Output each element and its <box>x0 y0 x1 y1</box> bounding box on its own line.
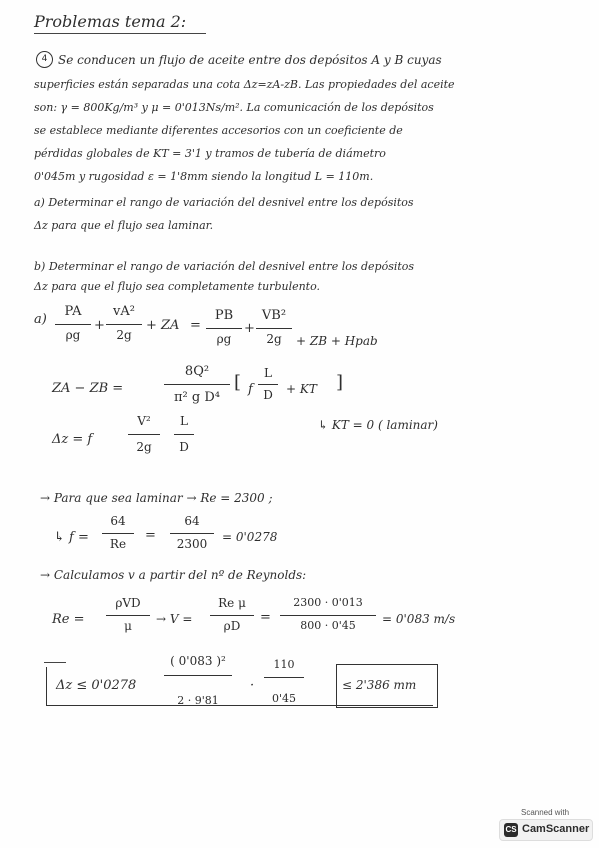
eq3-den: 2g <box>136 440 152 454</box>
eq4-lhs: ↳ f = <box>54 530 89 545</box>
eq5-bar-2 <box>210 615 254 616</box>
camscanner-name: CamScanner <box>522 823 590 835</box>
eq1-rest: + ZB + Hpab <box>296 334 378 348</box>
eq1-equals: = <box>190 318 201 333</box>
final-n2: 110 <box>273 658 295 671</box>
eq1-pa-den: ρg <box>65 328 81 342</box>
eq1-vb-den: 2g <box>266 332 282 346</box>
eq4-bar-2 <box>170 533 214 534</box>
eq3-num: V² <box>137 414 151 428</box>
eq1-za: + ZA <box>146 318 180 333</box>
eq3-d: D <box>179 440 189 454</box>
eq1-plus-1: + <box>94 318 105 333</box>
eq2-bar <box>164 384 230 385</box>
eq1-bar-1 <box>55 324 91 325</box>
eq2-num: 8Q² <box>184 364 210 379</box>
eq5-d3: 800 · 0'45 <box>300 619 356 632</box>
scanned-with-label: Scanned with <box>520 808 570 817</box>
statement-line-6: 0'045m y rugosidad ε = 1'8mm siendo la longitud L = 110m. <box>34 170 374 183</box>
camscanner-badge <box>499 819 593 841</box>
statement-line-5: pérdidas globales de KT = 3'1 y tramos de tubería de diámetro <box>34 147 386 160</box>
statement-line-2: superficies están separadas una cota Δz=zA-zB. Las propiedades del aceite <box>34 78 455 91</box>
eq4-equals: = <box>145 528 156 543</box>
final-d2: 0'45 <box>271 692 297 705</box>
camscanner-logo-icon: CS <box>504 823 518 837</box>
eq1-pb-num: PB <box>214 308 234 323</box>
eq3-bar-2 <box>174 434 194 435</box>
final-lhs: Δz ≤ 0'0278 <box>56 678 137 693</box>
final-bar-1 <box>164 675 232 676</box>
eq5-n1: ρVD <box>115 596 141 610</box>
final-d1: 2 · 9'81 <box>177 694 219 707</box>
final-dot: · <box>250 678 255 693</box>
final-n1: ( 0'083 )² <box>170 654 226 668</box>
eq3-l: L <box>180 414 188 428</box>
eq2-kt: + KT <box>286 382 317 396</box>
eq5-result: = 0'083 m/s <box>382 612 456 626</box>
eq2-bracket-open: [ <box>234 372 242 393</box>
eq5-arrow: → V = <box>156 612 193 626</box>
problem-number: 4 <box>36 51 53 68</box>
eq2-lhs: ZA − ZB = <box>52 381 124 396</box>
part-b-line-2: Δz para que el flujo sea completamente turbulento. <box>34 280 321 293</box>
eq5-n2: Re μ <box>218 596 246 610</box>
statement-line-1: Se conducen un flujo de aceite entre dos depósitos A y B cuyas <box>58 53 442 67</box>
eq5-bar-1 <box>106 615 150 616</box>
eq4-n1: 64 <box>110 514 126 528</box>
eq4-d2: 2300 <box>176 537 208 551</box>
eq2-f: f <box>248 382 253 397</box>
final-left-tick <box>44 662 66 663</box>
part-a-line-1: a) Determinar el rango de variación del desnivel entre los depósitos <box>34 196 414 209</box>
eq1-va-den: 2g <box>116 328 132 342</box>
eq5-equals: = <box>260 610 271 625</box>
eq1-pa-num: PA <box>64 304 82 319</box>
scanner-watermark <box>497 808 593 842</box>
eq5-d2: ρD <box>223 619 241 633</box>
eq1-plus-2: + <box>244 321 255 336</box>
eq3-lhs: Δz = f <box>52 432 93 447</box>
kt-note: ↳ KT = 0 ( laminar) <box>318 418 438 432</box>
eq1-vb-num: VB² <box>261 308 287 323</box>
eq1-bar-2 <box>106 324 142 325</box>
eq5-lhs: Re = <box>52 612 85 627</box>
part-a-line-2: Δz para que el flujo sea laminar. <box>34 219 214 232</box>
eq2-d: D <box>263 388 273 402</box>
eq1-bar-4 <box>256 328 292 329</box>
solution-a-label: a) <box>34 312 47 327</box>
eq2-ld-bar <box>258 384 278 385</box>
final-result: ≤ 2'386 mm <box>342 678 417 692</box>
part-b-line-1: b) Determinar el rango de variación del desnivel entre los depósitos <box>34 260 415 273</box>
final-bar-2 <box>264 677 304 678</box>
eq1-bar-3 <box>206 328 242 329</box>
eq4-bar-1 <box>102 533 134 534</box>
title-underline <box>34 33 206 34</box>
eq5-d1: μ <box>124 619 132 633</box>
eq5-bar-3 <box>280 615 376 616</box>
calc-v-text: → Calculamos v a partir del nº de Reynolds: <box>40 568 307 582</box>
statement-line-3: son: γ = 800Kg/m³ y μ = 0'013Ns/m². La comunicación de los depósitos <box>34 101 434 114</box>
laminar-condition: → Para que sea laminar → Re = 2300 ; <box>40 491 273 505</box>
eq1-pb-den: ρg <box>216 332 232 346</box>
eq2-bracket-close: ] <box>336 372 344 393</box>
eq1-va-num: vA² <box>113 304 135 319</box>
eq4-result: = 0'0278 <box>222 530 278 544</box>
eq2-den: π² g D⁴ <box>174 390 220 405</box>
statement-line-4: se establece mediante diferentes accesorios con un coeficiente de <box>34 124 403 137</box>
eq4-n2: 64 <box>184 514 200 528</box>
eq2-l: L <box>264 366 272 380</box>
page-title: Problemas tema 2: <box>34 12 187 31</box>
eq3-bar-1 <box>128 434 160 435</box>
eq4-d1: Re <box>109 537 127 551</box>
eq5-n3: 2300 · 0'013 <box>293 596 363 609</box>
